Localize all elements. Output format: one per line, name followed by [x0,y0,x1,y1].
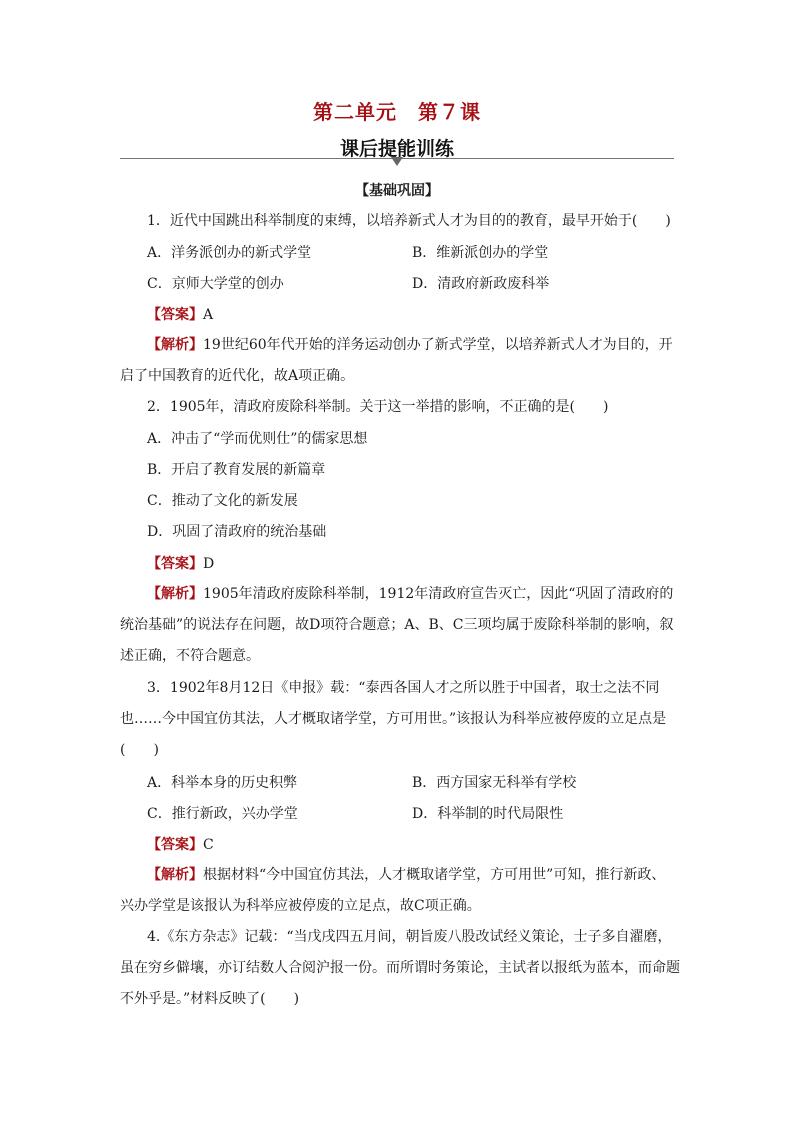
question-1-answer [147,305,213,325]
question-2-option-d: D．巩固了清政府的统治基础 [147,524,327,540]
question-4-stem-line-2: 虽在穷乡僻壤，亦订结数人合阅沪报一份。而所谓时务策论，主试者以报纸为蓝本，而命题 [120,960,680,976]
question-4-stem-line-3: 不外乎是。”材料反映了( ) [120,991,300,1007]
question-3-stem-line-3: ( ) [120,742,159,758]
question-1-option-c: C．京师大学堂的创办 [147,276,284,292]
analysis-line-1: 1905年清政府废除科举制，1912年清政府宣告灭亡，因此“巩固了清政府的 [203,586,674,602]
question-3-analysis [120,860,680,922]
analysis-label: 【解析】 [147,867,203,883]
question-4-stem [120,922,680,1015]
answer-label: 【答案】 [147,837,203,853]
analysis-label: 【解析】 [147,337,203,353]
analysis-line-1: 根据材料“今中国宜仿其法，人才概取诸学堂，方可用世”可知，推行新政、 [203,867,666,883]
question-1-option-a: A．洋务派创办的新式学堂 [147,245,312,261]
analysis-line-1: 19世纪60年代开始的洋务运动创办了新式学堂，以培养新式人才为目的，开 [203,337,673,353]
question-3-option-c: C．推行新政，兴办学堂 [147,806,298,822]
analysis-rest: 统治基础”的说法存在问题，故D项符合题意；A、B、C三项均属于废除科举制的影响，叙述正确，不符合题意。 [120,617,674,664]
question-3-stem-line-2: 也……今中国宜仿其法，人才概取诸学堂，方可用世。”该报认为科举应被停废的立足点是 [120,711,667,727]
question-3-stem-line-1: 3．1902年8月12日《申报》载：“泰西各国人才之所以胜于中国者，取士之法不同 [147,680,660,696]
question-2-option-a: A．冲击了“学而优则仕”的儒家思想 [147,431,368,447]
section-heading: 【基础巩固】 [355,183,439,199]
question-1-option-b: B．维新派创办的学堂 [412,245,549,261]
analysis-label: 【解析】 [147,586,203,602]
question-2-stem: 2．1905年，清政府废除科举制。关于这一举措的影响，不正确的是( ) [147,399,609,415]
question-2-answer [147,554,214,574]
question-1-analysis [120,330,680,392]
answer-label: 【答案】 [147,307,203,323]
question-1-option-d: D．清政府新政废科举 [412,276,550,292]
analysis-rest: 启了中国教育的近代化，故A项正确。 [120,368,355,384]
question-2-option-c: C．推动了文化的新发展 [147,493,298,509]
answer-value: D [203,556,215,572]
question-1-stem: 1．近代中国跳出科举制度的束缚，以培养新式人才为目的的教育，最早开始于( ) [147,213,671,229]
answer-value: C [203,837,214,853]
question-3-option-d: D．科举制的时代局限性 [412,806,564,822]
question-3-answer [147,835,214,855]
divider-triangle-icon [391,157,403,166]
question-2-analysis [120,579,680,672]
question-3-option-b: B．西方国家无科举有学校 [412,775,577,791]
question-4-stem-line-1: 4.《东方杂志》记载：“当戊戌四五月间，朝旨废八股改试经义策论，士子多自濯磨， [147,929,672,945]
question-3-option-a: A．科举本身的历史积弊 [147,775,298,791]
question-2-option-b: B．开启了教育发展的新篇章 [147,462,326,478]
analysis-rest: 兴办学堂是该报认为科举应被停废的立足点，故C项正确。 [120,898,481,914]
answer-label: 【答案】 [147,556,203,572]
question-3-stem [120,673,680,766]
answer-value: A [203,307,214,323]
page-title: 第二单元 第７课 [313,100,481,124]
page-subtitle: 课后提能训练 [339,138,454,160]
